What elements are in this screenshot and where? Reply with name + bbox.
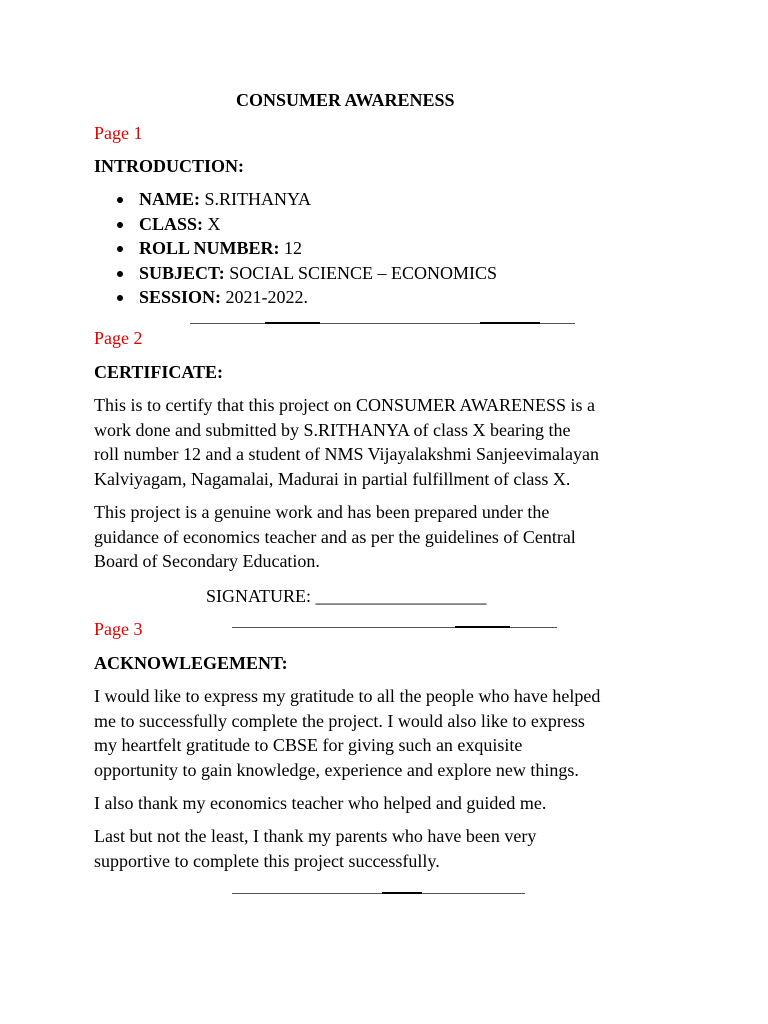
signature-line: SIGNATURE: ___________________ (206, 586, 487, 606)
certificate-line-4: Kalviyagam, Nagamalai, Madurai in partial fulfillment of class X. (94, 469, 571, 489)
certificate-para2-line-2: guidance of economics teacher and as per the guidelines of Central (94, 527, 576, 547)
separator-line-accent (455, 626, 510, 628)
certificate-line-1: This is to certify that this project on CONSUMER AWARENESS is a (94, 395, 596, 415)
certificate-para2-line-1: This project is a genuine work and has been prepared under the (94, 502, 550, 522)
class-key: CLASS: (139, 213, 204, 234)
page-2-label: Page 2 (94, 328, 143, 348)
bullet-icon (117, 197, 123, 203)
page-1-label: Page 1 (94, 123, 143, 143)
bullet-icon (117, 222, 123, 228)
separator-line (232, 893, 525, 894)
certificate-line-3: roll number 12 and a student of NMS Vijayalakshmi Sanjeevimalayan (94, 444, 599, 464)
acknowledgement-line-2: me to successfully complete the project. I would also like to express (94, 711, 585, 731)
certificate-line-2: work done and submitted by S.RITHANYA of class X bearing the (94, 420, 571, 440)
acknowledgement-para3-line-1: Last but not the least, I thank my parents who have been very (94, 826, 537, 846)
certificate-heading: CERTIFICATE: (94, 362, 224, 382)
acknowledgement-heading: ACKNOWLEGEMENT: (94, 653, 288, 673)
bullet-icon (117, 295, 123, 301)
acknowledgement-line-3: my heartfelt gratitude to CBSE for giving such an exquisite (94, 735, 523, 755)
subject-value: SOCIAL SCIENCE – ECONOMICS (229, 262, 498, 283)
session-value: 2021-2022. (225, 287, 309, 308)
subject-key: SUBJECT: (139, 262, 225, 283)
document-title: CONSUMER AWARENESS (236, 90, 455, 110)
introduction-heading: INTRODUCTION: (94, 156, 245, 176)
class-value: X (207, 213, 221, 234)
bullet-icon (117, 246, 123, 252)
separator-line-accent (382, 892, 422, 894)
certificate-para2-line-3: Board of Secondary Education. (94, 551, 320, 571)
roll-number-value: 12 (284, 238, 303, 259)
roll-number-key: ROLL NUMBER: (139, 238, 280, 259)
name-value: S.RITHANYA (204, 189, 312, 209)
page-3-label: Page 3 (94, 619, 143, 639)
name-key: NAME: (139, 189, 200, 209)
session-key: SESSION: (139, 287, 222, 308)
separator-line-accent (265, 322, 320, 324)
acknowledgement-line-1: I would like to express my gratitude to all the people who have helped (94, 686, 601, 706)
bullet-icon (117, 271, 123, 277)
separator-line-accent (480, 322, 540, 324)
acknowledgement-line-4: opportunity to gain knowledge, experience and explore new things. (94, 760, 579, 780)
acknowledgement-para2: I also thank my economics teacher who helped and guided me. (94, 793, 547, 813)
acknowledgement-para3-line-2: supportive to complete this project successfully. (94, 851, 440, 871)
